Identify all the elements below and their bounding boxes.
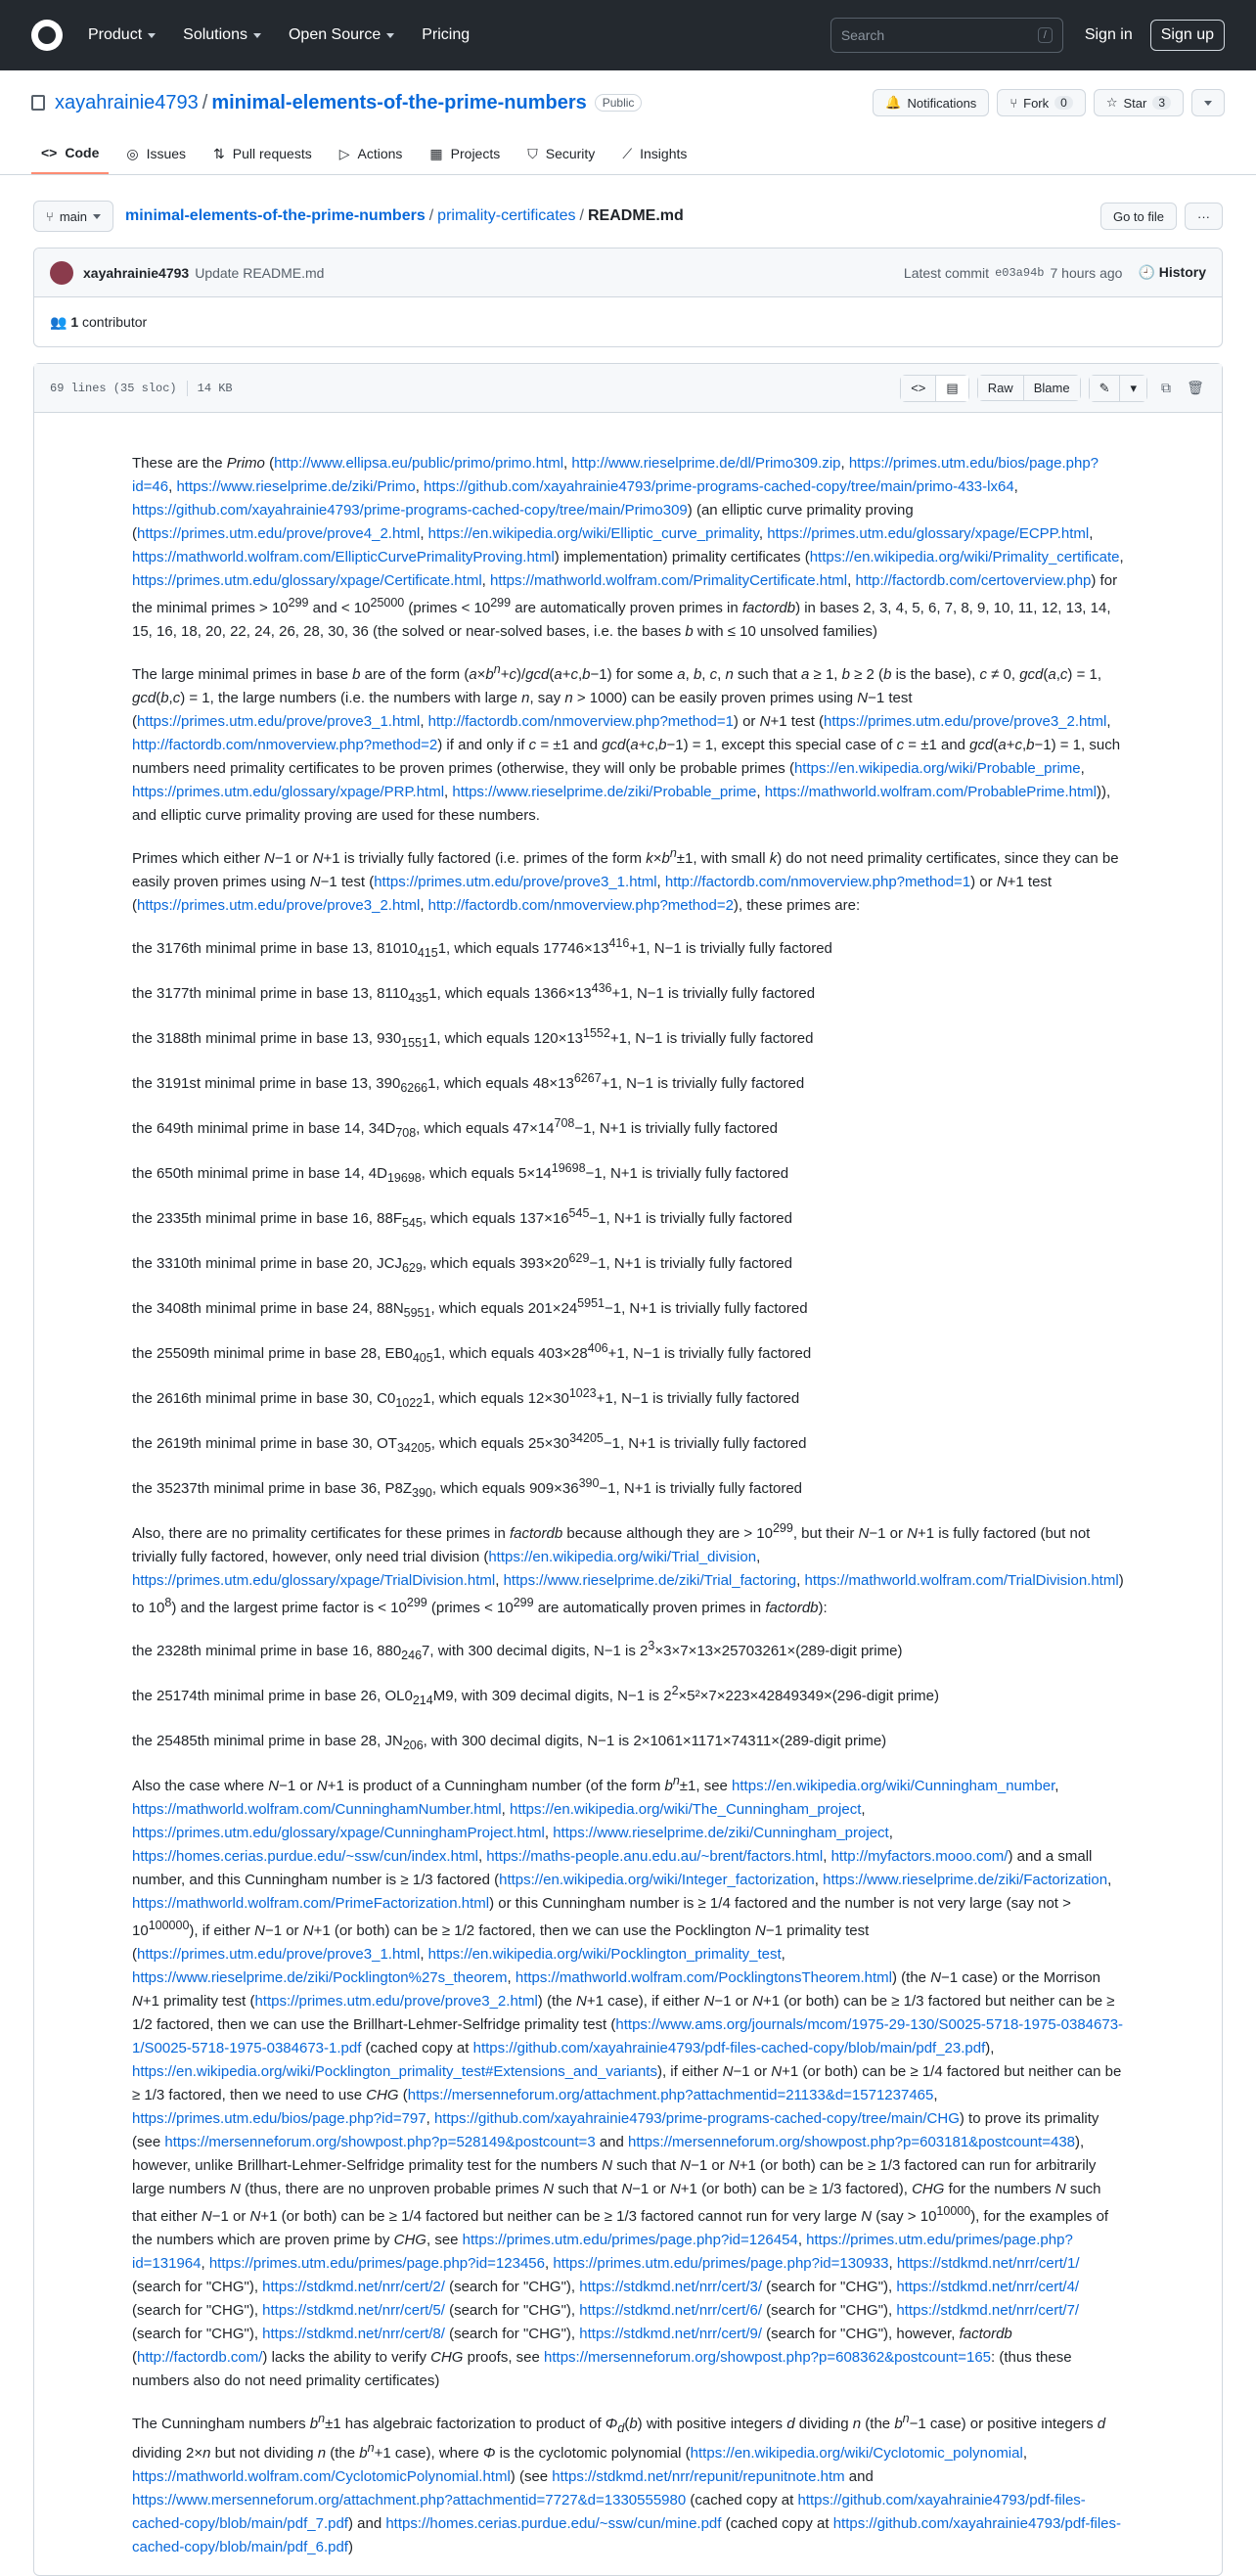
branch-selector[interactable]: ⑂ main (33, 201, 113, 232)
commit-time: 7 hours ago (1050, 264, 1123, 281)
tab-code[interactable]: <> Code (31, 137, 109, 174)
readme-paragraph: Also, there are no primality certificates for these primes in factordb because although they are > $10^{299}$, but their N−1 or N+1 is fully factored (but not trivially fully factored, however, only need trial division (https://en.wikipedia.org/wiki/Trial_division, https://primes.utm.edu/glossary/xpage/TrialDivision.html, https://www.rieselprime.de/ziki/Trial_factoring, https://mathworld.wolfram.com/TrialDivision.html) to $10^8$) and the largest prime factor is < $10^{299}$ (primes < $10^{299}$ are automatically proven primes in factordb): (132, 1521, 1124, 1616)
trash-icon[interactable]: 🗑 (1187, 380, 1204, 395)
commit-message-link[interactable]: Update README.md (195, 264, 325, 281)
chevron-down-icon (148, 33, 156, 38)
nav-open-source[interactable]: Open Source (289, 26, 394, 44)
shield-icon: ⛉ (527, 145, 538, 161)
commit-sha-link[interactable]: e03a94b (995, 265, 1045, 280)
prime-list-item: the 3408th minimal prime in base 24, $88N_{5951}$, which equals $201\times 24^{5951}-1$, N+1 is trivially fully factored (132, 1296, 808, 1320)
prime-list-item: the 2328th minimal prime in base 16, $880_{246}7$, with 300 decimal digits, N−1 is $2^3\times 3\times 7\times 13\times 25703261\times(289$-digit prime) (132, 1639, 903, 1662)
history-icon: 🕘 (1138, 264, 1155, 280)
prime-list-item: the 3177th minimal prime in base 13, $8110_{435}1$, which equals $1366\times 13^{436}+1$, N−1 is trivially fully factored (132, 981, 816, 1005)
breadcrumb: minimal-elements-of-the-prime-numbers / primality-certificates / README.md (125, 207, 684, 224)
avatar[interactable] (50, 261, 73, 285)
preview-view-icon[interactable]: ▤ (936, 376, 967, 401)
repo-header (0, 70, 1256, 175)
readme-paragraph: Also the case where N−1 or N+1 is product of a Cunningham number (of the form $b^n\pm 1$, see https://en.wikipedia.org/wiki/Cunningham_number, https://mathworld.wolfram.com/CunninghamNumber.html, https://en.wikipedia.org/wiki/The_Cunningham_project, https://primes.utm.edu/glossary/xpage/CunninghamProject.html, https://www.rieselprime.de/ziki/Cunningham_project, https://homes.cerias.purdue.edu/~ssw/cun/index.html, https://maths-people.anu.edu.au/~brent/factors.html, http://myfactors.mooo.com/) and a small number, and this Cunningham number is ≥ 1/3 factored (https://en.wikipedia.org/wiki/Integer_factorization, https://www.rieselprime.de/ziki/Factorization, https://mathworld.wolfram.com/PrimeFactorization.html) or this Cunningham number is ≥ 1/4 factored and the number is not very large (say not > $10^{100000}$), if either N−1 or N+1 (or both) can be ≥ 1/2 factored, then we can use the Pocklington N−1 primality test (https://primes.utm.edu/prove/prove3_1.html, https://en.wikipedia.org/wiki/Pocklington_primality_test, https://www.rieselprime.de/ziki/Pocklington%27s_theorem, https://mathworld.wolfram.com/PocklingtonsTheorem.html) (the N−1 case) or the Morrison N+1 primality test (https://primes.utm.edu/prove/prove3_2.html) (the N+1 case), if either N−1 or N+1 (or both) can be ≥ 1/3 factored but neither can be ≥ 1/2 factored, then we can use the Brillhart-Lehmer-Selfridge primality test (https://www.ams.org/journals/mcom/1975-29-130/S0025-5718-1975-0384673-1/S0025-5718-1975-0384673-1.pdf (cached copy at https://github.com/xayahrainie4793/pdf-files-cached-copy/blob/main/pdf_23.pdf), https://en.wikipedia.org/wiki/Pocklington_primality_test#Extensions_and_variants), if either N−1 or N+1 (or both) can be ≥ 1/4 factored but neither can be ≥ 1/3 factored, then we need to use CHG (https://mersenneforum.org/attachment.php?attachmentid=21133&d=1571237465, https://primes.utm.edu/bios/page.php?id=797, https://github.com/xayahrainie4793/prime-programs-cached-copy/tree/main/CHG) to prove its primality (see https://mersenneforum.org/showpost.php?p=528149&postcount=3 and https://mersenneforum.org/showpost.php?p=603181&postcount=438), however, unlike Brillhart-Lehmer-Selfridge primality test for the numbers N such that N−1 or N+1 (or both) can be ≥ 1/3 factored can run for arbitrarily large numbers N (thus, there are no unproven probable primes N such that N−1 or N+1 (or both) can be ≥ 1/3 factored), CHG for the numbers N such that either N−1 or N+1 (or both) can be ≥ 1/4 factored but neither can be ≥ 1/3 factored cannot run for very large N $(say > 10^{10000})$, for the examples of the numbers which are proven prime by CHG, see https://primes.utm.edu/primes/page.php?id=126454, https://primes.utm.edu/primes/page.php?id=131964, https://primes.utm.edu/primes/page.php?id=123456, https://primes.utm.edu/primes/page.php?id=130933, https://stdkmd.net/nrr/cert/1/ (search for "CHG"), https://stdkmd.net/nrr/cert/2/ (search for "CHG"), https://stdkmd.net/nrr/cert/3/ (search for "CHG"), https://stdkmd.net/nrr/cert/4/ (search for "CHG"), https://stdkmd.net/nrr/cert/5/ (search for "CHG"), https://stdkmd.net/nrr/cert/6/ (search for "CHG"), https://stdkmd.net/nrr/cert/7/ (search for "CHG"), https://stdkmd.net/nrr/cert/8/ (search for "CHG"), https://stdkmd.net/nrr/cert/9/ (search for "CHG"), however, factordb (http://factordb.com/) lacks the ability to verify CHG proofs, see https://mersenneforum.org/showpost.php?p=608362&postcount=165: (thus these numbers also do not need primality certificates) (132, 1774, 1124, 2389)
bell-icon: 🔔 (885, 95, 902, 110)
trivially-factored-list (132, 933, 1124, 1503)
prime-list-item: the 3176th minimal prime in base 13, $81010_{415}1$, which equals $17746\times 13^{416}+1$, N−1 is trivially fully factored (132, 936, 832, 960)
slash-key-hint: / (1038, 27, 1053, 43)
nav-product[interactable]: Product (88, 26, 156, 44)
chevron-down-icon (1204, 101, 1212, 106)
file-lines: 69 lines (35 sloc) (50, 381, 177, 395)
sign-up-button[interactable]: Sign up (1150, 20, 1225, 51)
readme-paragraph: The Cunningham numbers $b^n\pm 1$ has algebraic factorization to product of $\Phi_d(b)$ with positive integers d dividing n (the $b^n-1$ case) or positive integers d dividing 2×n but not dividing n (the $b^n+1$ case), where Φ is the cyclotomic polynomial (https://en.wikipedia.org/wiki/Cyclotomic_polynomial, https://mathworld.wolfram.com/CyclotomicPolynomial.html) (see https://stdkmd.net/nrr/repunit/repunitnote.htm and https://www.mersenneforum.org/attachment.php?attachmentid=7727&d=1330555980 (cached copy at https://github.com/xayahrainie4793/pdf-files-cached-copy/blob/main/pdf_7.pdf) and https://homes.cerias.purdue.edu/~ssw/cun/mine.pdf (cached copy at https://github.com/xayahrainie4793/pdf-files-cached-copy/blob/main/pdf_6.pdf) (132, 2412, 1122, 2555)
star-icon: ☆ (1105, 95, 1118, 110)
repo-name-link[interactable]: minimal-elements-of-the-prime-numbers (211, 91, 587, 113)
edit-dropdown-icon[interactable]: ▾ (1120, 376, 1146, 401)
prime-list-item: the 649th minimal prime in base 14, $34D_{708}$, which equals $47\times 14^{708}-1$, N+1 is trivially fully factored (132, 1116, 778, 1140)
copy-icon[interactable]: ⧉ (1161, 380, 1171, 395)
prime-list-item: the 25485th minimal prime in base 28, $JN_{206}$, with 300 decimal digits, N−1 is 2×1061×1171×74311×(289-digit prime) (132, 1733, 887, 1752)
tab-insights[interactable]: ⟋ Insights (622, 145, 688, 161)
tab-projects[interactable]: ▦ Projects (429, 145, 501, 161)
tab-security[interactable]: ⛉ Security (527, 145, 596, 161)
issue-icon: ◎ (126, 145, 139, 161)
code-icon: <> (41, 145, 58, 160)
chevron-down-icon (93, 214, 101, 219)
tab-actions[interactable]: ▷ Actions (338, 145, 403, 161)
readme-paragraph: The large minimal primes in base b are of the form $(a\times b^n+c)/\gcd(a+c,b-1)$ for some a, b, c, n such that a ≥ 1, b ≥ 2 (b is the base), c ≠ 0, gcd(a,c) = 1, gcd(b,c) = 1, the large numbers (i.e. the numbers with large n, say n > 1000) can be easily proven primes using N−1 test (https://primes.utm.edu/prove/prove3_1.html, http://factordb.com/nmoverview.php?method=1) or N+1 test (https://primes.utm.edu/prove/prove3_2.html, http://factordb.com/nmoverview.php?method=2) if and only if c = ±1 and gcd(a+c,b−1) = 1, except this special case of c = ±1 and gcd(a+c,b−1) = 1, such numbers need primality certificates to be proven primes (otherwise, they will only be probable primes (https://en.wikipedia.org/wiki/Probable_prime, https://primes.utm.edu/glossary/xpage/PRP.html, https://www.rieselprime.de/ziki/Probable_prime, https://mathworld.wolfram.com/ProbablePrime.html)), and elliptic curve primality proving are used for these numbers. (132, 662, 1121, 824)
prime-list-item: the 3191st minimal prime in base 13, $390_{6266}1$, which equals $48\times 13^{6267}+1$, N−1 is trivially fully factored (132, 1071, 805, 1095)
prime-list-item: the 3310th minimal prime in base 20, $JCJ_{629}$, which equals $393\times 20^{629}-1$, N+1 is trivially fully factored (132, 1251, 792, 1275)
visibility-badge: Public (595, 94, 643, 112)
star-dropdown-button[interactable] (1191, 89, 1225, 116)
edit-icon[interactable]: ✎ (1090, 376, 1121, 401)
global-header (0, 0, 1256, 70)
go-to-file-button[interactable]: Go to file (1100, 203, 1177, 230)
more-options-button[interactable]: ··· (1185, 203, 1223, 230)
nav-solutions[interactable]: Solutions (183, 26, 261, 44)
raw-button[interactable]: Raw (978, 376, 1024, 400)
repo-tabs (31, 137, 1225, 174)
prime-list-item: the 650th minimal prime in base 14, $4D_{19698}$, which equals $5\times 14^{19698}-1$, N+1 is trivially fully factored (132, 1161, 789, 1185)
commit-author-link[interactable]: xayahrainie4793 (83, 264, 190, 281)
breadcrumb-file: README.md (587, 207, 684, 224)
contributors-row[interactable]: 👥 1 contributor (50, 313, 148, 330)
breadcrumb-repo[interactable]: minimal-elements-of-the-prime-numbers (125, 207, 426, 224)
file-size: 14 KB (197, 381, 233, 395)
fork-count: 0 (1054, 96, 1073, 110)
tab-pull-requests[interactable]: ⇅ Pull requests (213, 145, 312, 161)
view-toggle (900, 375, 968, 402)
blame-button[interactable]: Blame (1024, 376, 1080, 400)
repo-title: xayahrainie4793 / minimal-elements-of-the-prime-numbers (55, 91, 587, 113)
star-button[interactable]: ☆ Star 3 (1094, 89, 1184, 116)
repo-owner-link[interactable]: xayahrainie4793 (55, 91, 199, 113)
tab-issues[interactable]: ◎ Issues (126, 145, 187, 161)
trial-division-list (132, 1636, 1124, 1755)
fork-button[interactable]: ⑂ Fork 0 (997, 89, 1086, 116)
repo-icon (31, 95, 45, 111)
pull-request-icon: ⇅ (213, 145, 225, 161)
sign-in-link[interactable]: Sign in (1084, 26, 1133, 43)
readme-paragraph: These are the Primo (http://www.ellipsa.eu/public/primo/primo.html, http://www.rieselprime.de/dl/Primo309.zip, https://primes.utm.edu/bios/page.php?id=46, https://www.rieselprime.de/ziki/Primo, https://github.com/xayahrainie4793/prime-programs-cached-copy/tree/main/primo-433-lx64, https://github.com/xayahrainie4793/prime-programs-cached-copy/tree/main/Primo309) (an elliptic curve primality proving (https://primes.utm.edu/prove/prove4_2.html, https://en.wikipedia.org/wiki/Elliptic_curve_primality, https://primes.utm.edu/glossary/xpage/ECPP.html, https://mathworld.wolfram.com/EllipticCurvePrimalityProving.html) implementation) primality certificates (https://en.wikipedia.org/wiki/Primality_certificate, https://primes.utm.edu/glossary/xpage/Certificate.html, https://mathworld.wolfram.com/PrimalityCertificate.html, http://factordb.com/certoverview.php) for the minimal primes > $10^{299}$ and < $10^{25000}$ (primes < $10^{299}$ are automatically proven primes in factordb) in bases 2, 3, 4, 5, 6, 7, 8, 9, 10, 11, 12, 13, 14, 15, 16, 18, 20, 22, 24, 26, 28, 30, 36 (the solved or near-solved bases, i.e. the bases b with ≤ 10 unsolved families) (132, 455, 1124, 640)
prime-list-item: the 2335th minimal prime in base 16, $88F_{545}$, which equals $137\times 16^{545}-1$, N+1 is trivially fully factored (132, 1206, 792, 1230)
prime-list-item: the 25174th minimal prime in base 26, $OL0_{214}M9$, with 309 decimal digits, N−1 is $2^2\times 5^2\times 7\times 223\times 42849349\times(296$-digit prime) (132, 1684, 939, 1707)
branch-icon: ⑂ (46, 208, 54, 224)
prime-list-item: the 3188th minimal prime in base 13, $930_{1551}1$, which equals $120\times 13^{1552}+1$, N−1 is trivially fully factored (132, 1026, 814, 1050)
code-view-icon[interactable]: <> (901, 376, 936, 401)
table-icon: ▦ (429, 145, 443, 161)
prime-list-item: the 2616th minimal prime in base 30, $C0_{1022}1$, which equals $12\times 30^{1023}+1$, N−1 is trivially fully factored (132, 1386, 800, 1410)
play-icon: ▷ (338, 145, 350, 161)
commit-box: xayahrainie4793 Update README.md Latest commit e03a94b 7 hours ago 🕘 History 👥 1 contributor (33, 248, 1223, 347)
prime-list-item: the 35237th minimal prime in base 36, $P8Z_{390}$, which equals $909\times 36^{390}-1$, N+1 is trivially fully factored (132, 1476, 803, 1500)
people-icon: 👥 (50, 313, 67, 330)
history-link[interactable]: 🕘 History (1138, 264, 1206, 280)
search-input[interactable]: Search / (830, 18, 1063, 53)
star-count: 3 (1152, 96, 1171, 110)
github-logo-icon[interactable] (31, 20, 63, 51)
readme-content (34, 413, 1222, 2559)
fork-icon: ⑂ (1009, 95, 1018, 111)
chevron-down-icon (386, 33, 394, 38)
nav-pricing[interactable]: Pricing (422, 26, 471, 43)
readme-paragraph: Primes which either N−1 or N+1 is trivially fully factored (i.e. primes of the form $k\times b^n\pm 1$, with small k) do not need primality certificates, since they can be easily proven primes using N−1 test (https://primes.utm.edu/prove/prove3_1.html, http://factordb.com/nmoverview.php?method=1) or N+1 test (https://primes.utm.edu/prove/prove3_2.html, http://factordb.com/nmoverview.php?method=2), these primes are: (132, 846, 1119, 914)
graph-icon: ⟋ (622, 145, 633, 161)
chevron-down-icon (253, 33, 261, 38)
prime-list-item: the 25509th minimal prime in base 28, $EB0_{405}1$, which equals $403\times 28^{406}+1$, N−1 is trivially fully factored (132, 1341, 812, 1365)
global-nav (88, 26, 470, 44)
breadcrumb-dir[interactable]: primality-certificates (437, 207, 576, 224)
prime-list-item: the 2619th minimal prime in base 30, $OT_{34205}$, which equals $25\times 30^{34205}-1$, N+1 is trivially fully factored (132, 1431, 807, 1455)
file-viewer (33, 363, 1223, 2576)
file-navigation (33, 201, 1223, 232)
notifications-button[interactable]: 🔔 Notifications (873, 89, 989, 116)
